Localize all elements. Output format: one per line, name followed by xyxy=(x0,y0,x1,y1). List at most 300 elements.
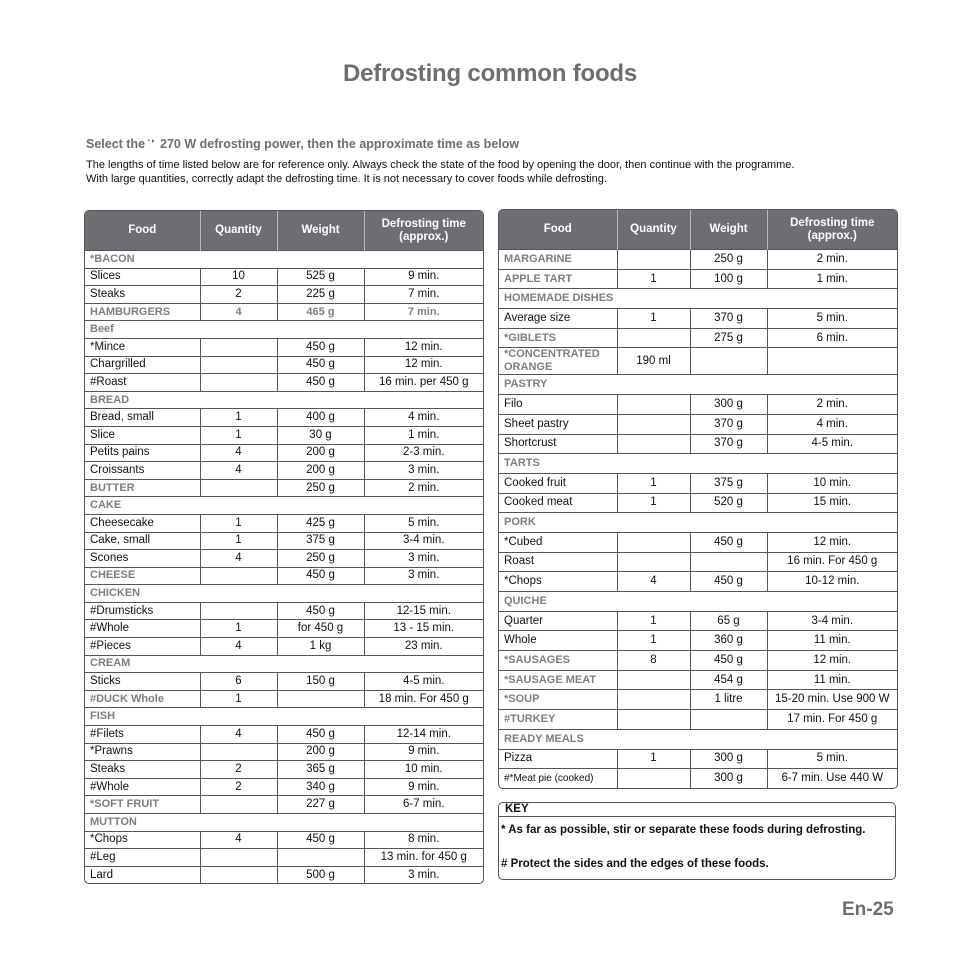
category-label: BREAD xyxy=(85,391,483,409)
weight-cell: 450 g xyxy=(690,651,767,671)
table-row xyxy=(499,611,897,631)
food-cell: Quarter xyxy=(499,611,617,631)
food-cell: APPLE TART xyxy=(499,269,617,289)
table-row xyxy=(85,866,483,883)
food-cell: *SAUSAGE MEAT xyxy=(499,670,617,690)
food-cell: Sticks xyxy=(85,673,200,691)
header-food: Food xyxy=(499,210,617,250)
weight-cell: 450 g xyxy=(277,831,364,849)
food-cell: Roast xyxy=(499,552,617,572)
food-cell: #Pieces xyxy=(85,638,200,656)
quantity-cell xyxy=(200,567,277,585)
category-label: TARTS xyxy=(499,454,897,474)
time-cell: 10 min. xyxy=(364,761,483,779)
weight-cell: 525 g xyxy=(277,268,364,286)
food-cell: Slice xyxy=(85,426,200,444)
weight-cell: 425 g xyxy=(277,514,364,532)
category-label: *BACON xyxy=(85,251,483,269)
category-label: FISH xyxy=(85,708,483,726)
time-cell: 2 min. xyxy=(364,479,483,497)
weight-cell: 340 g xyxy=(277,778,364,796)
food-cell: #Drumsticks xyxy=(85,602,200,620)
food-cell: *GIBLETS xyxy=(499,328,617,348)
quantity-cell: 4 xyxy=(200,303,277,321)
table-row xyxy=(85,831,483,849)
table-row xyxy=(85,514,483,532)
time-cell: 11 min. xyxy=(767,670,897,690)
header-defrost-time: Defrosting time (approx.) xyxy=(767,210,897,250)
table-row xyxy=(499,395,897,415)
quantity-cell xyxy=(200,374,277,392)
food-cell: *Chops xyxy=(85,831,200,849)
weight-cell: 65 g xyxy=(690,611,767,631)
food-cell: *Cubed xyxy=(499,532,617,552)
time-cell: 23 min. xyxy=(364,638,483,656)
category-label: PASTRY xyxy=(499,375,897,395)
quantity-cell: 4 xyxy=(200,462,277,480)
table-row xyxy=(85,673,483,691)
quantity-cell xyxy=(617,434,690,454)
category-label: CAKE xyxy=(85,497,483,515)
category-row xyxy=(85,655,483,673)
quantity-cell: 190 ml xyxy=(617,348,690,375)
time-cell: 12 min. xyxy=(364,338,483,356)
weight-cell xyxy=(690,552,767,572)
food-cell: Cheesecake xyxy=(85,514,200,532)
table-row xyxy=(499,434,897,454)
time-cell: 10-12 min. xyxy=(767,572,897,592)
weight-cell: 250 g xyxy=(277,479,364,497)
weight-cell: 300 g xyxy=(690,749,767,769)
table-row xyxy=(499,532,897,552)
weight-cell: 227 g xyxy=(277,796,364,814)
food-cell: Scones xyxy=(85,550,200,568)
table-row xyxy=(85,761,483,779)
quantity-cell: 4 xyxy=(200,831,277,849)
table-body-right xyxy=(499,250,897,788)
quantity-cell: 4 xyxy=(200,444,277,462)
category-label: READY MEALS xyxy=(499,729,897,749)
table-row xyxy=(85,356,483,374)
weight-cell: 370 g xyxy=(690,434,767,454)
food-cell: #*Meat pie (cooked) xyxy=(499,769,617,788)
defrost-table-left xyxy=(84,210,484,884)
instruction-suffix: 270 W defrosting power, then the approximate time as below xyxy=(156,137,520,151)
food-cell: *Mince xyxy=(85,338,200,356)
food-cell: #Whole xyxy=(85,778,200,796)
quantity-cell: 1 xyxy=(200,620,277,638)
quantity-cell: 1 xyxy=(617,473,690,493)
weight-cell: 450 g xyxy=(690,532,767,552)
table-row xyxy=(85,338,483,356)
time-cell: 11 min. xyxy=(767,631,897,651)
key-divider xyxy=(499,816,895,817)
table-row xyxy=(499,493,897,513)
weight-cell: 275 g xyxy=(690,328,767,348)
category-row xyxy=(499,289,897,309)
quantity-cell xyxy=(200,479,277,497)
quantity-cell: 1 xyxy=(200,514,277,532)
category-label: CHICKEN xyxy=(85,585,483,603)
weight-cell: 450 g xyxy=(277,374,364,392)
weight-cell: 375 g xyxy=(690,473,767,493)
category-row xyxy=(85,479,483,497)
category-row xyxy=(499,592,897,612)
category-row xyxy=(85,497,483,515)
food-cell: *SOFT FRUIT xyxy=(85,796,200,814)
category-label: CREAM xyxy=(85,655,483,673)
time-cell: 4-5 min. xyxy=(767,434,897,454)
quantity-cell: 4 xyxy=(200,550,277,568)
food-cell: MARGARINE xyxy=(499,250,617,270)
quantity-cell: 1 xyxy=(617,493,690,513)
weight-cell: 1 litre xyxy=(690,690,767,710)
quantity-cell: 1 xyxy=(200,532,277,550)
category-row xyxy=(499,651,897,671)
weight-cell: 500 g xyxy=(277,866,364,883)
time-cell: 12 min. xyxy=(364,356,483,374)
food-cell: Petits pains xyxy=(85,444,200,462)
category-label: HOMEMADE DISHES xyxy=(499,289,897,309)
food-cell: #DUCK Whole xyxy=(85,690,200,708)
quantity-cell xyxy=(617,532,690,552)
time-cell: 10 min. xyxy=(767,473,897,493)
time-cell: 16 min. per 450 g xyxy=(364,374,483,392)
time-cell: 15 min. xyxy=(767,493,897,513)
quantity-cell: 6 xyxy=(200,673,277,691)
table-row xyxy=(85,550,483,568)
quantity-cell xyxy=(617,552,690,572)
table-row xyxy=(499,769,897,788)
quantity-cell: 1 xyxy=(617,749,690,769)
food-cell: Slices xyxy=(85,268,200,286)
quantity-cell xyxy=(617,690,690,710)
weight-cell: 200 g xyxy=(277,743,364,761)
weight-cell: 100 g xyxy=(690,269,767,289)
table-row xyxy=(499,473,897,493)
key-title: KEY xyxy=(505,803,529,815)
time-cell: 12-14 min. xyxy=(364,726,483,744)
time-cell: 4 min. xyxy=(364,409,483,427)
food-cell: Filo xyxy=(499,395,617,415)
time-cell: 5 min. xyxy=(364,514,483,532)
time-cell: 9 min. xyxy=(364,268,483,286)
weight-cell: 450 g xyxy=(690,572,767,592)
food-cell: #Whole xyxy=(85,620,200,638)
time-cell: 4 min. xyxy=(767,414,897,434)
food-cell: Shortcrust xyxy=(499,434,617,454)
category-row xyxy=(499,710,897,730)
header-weight: Weight xyxy=(277,211,364,251)
weight-cell: 370 g xyxy=(690,414,767,434)
quantity-cell: 4 xyxy=(200,638,277,656)
weight-cell: 365 g xyxy=(277,761,364,779)
food-cell: #Roast xyxy=(85,374,200,392)
quantity-cell xyxy=(200,849,277,867)
intro-line-1: The lengths of time listed below are for reference only. Always check the state of the food by opening the door, then continue with the programme. xyxy=(86,159,795,171)
time-cell: 18 min. For 450 g xyxy=(364,690,483,708)
food-cell: Cooked meat xyxy=(499,493,617,513)
food-cell: Steaks xyxy=(85,761,200,779)
table-row xyxy=(499,749,897,769)
weight-cell: 450 g xyxy=(277,726,364,744)
table-row xyxy=(85,620,483,638)
time-cell: 16 min. For 450 g xyxy=(767,552,897,572)
time-cell: 2-3 min. xyxy=(364,444,483,462)
table-row xyxy=(85,638,483,656)
instruction-prefix: Select the xyxy=(86,137,146,151)
category-row xyxy=(499,328,897,348)
food-cell: Cake, small xyxy=(85,532,200,550)
quantity-cell: 1 xyxy=(200,426,277,444)
table-row xyxy=(85,268,483,286)
category-row xyxy=(85,796,483,814)
instruction-heading xyxy=(86,137,519,151)
table-row xyxy=(85,602,483,620)
time-cell: 5 min. xyxy=(767,309,897,329)
table-row xyxy=(85,444,483,462)
quantity-cell: 1 xyxy=(200,690,277,708)
time-cell: 6-7 min. xyxy=(364,796,483,814)
weight-cell: 520 g xyxy=(690,493,767,513)
table-body-left xyxy=(85,251,483,884)
weight-cell: 250 g xyxy=(690,250,767,270)
table-row xyxy=(85,374,483,392)
weight-cell: 400 g xyxy=(277,409,364,427)
category-label: Beef xyxy=(85,321,483,339)
time-cell: 3 min. xyxy=(364,866,483,883)
quantity-cell xyxy=(200,338,277,356)
key-protect-note: # Protect the sides and the edges of these foods. xyxy=(501,858,769,870)
time-cell: 1 min. xyxy=(767,269,897,289)
table-row xyxy=(85,726,483,744)
category-row xyxy=(499,513,897,533)
weight-cell xyxy=(277,690,364,708)
food-cell: *Chops xyxy=(499,572,617,592)
quantity-cell xyxy=(617,250,690,270)
time-cell: 13 min. for 450 g xyxy=(364,849,483,867)
food-cell: Cooked fruit xyxy=(499,473,617,493)
category-label: PORK xyxy=(499,513,897,533)
header-food: Food xyxy=(85,211,200,251)
weight-cell: 150 g xyxy=(277,673,364,691)
weight-cell: 250 g xyxy=(277,550,364,568)
time-cell: 6 min. xyxy=(767,328,897,348)
quantity-cell xyxy=(200,356,277,374)
table-row xyxy=(85,426,483,444)
category-row xyxy=(499,454,897,474)
weight-cell: 450 g xyxy=(277,567,364,585)
defrost-table-right xyxy=(498,209,898,789)
table-row xyxy=(85,532,483,550)
food-cell: Whole xyxy=(499,631,617,651)
header-weight: Weight xyxy=(690,210,767,250)
quantity-cell xyxy=(200,602,277,620)
time-cell: 2 min. xyxy=(767,395,897,415)
food-cell: Average size xyxy=(499,309,617,329)
table-row xyxy=(499,552,897,572)
time-cell: 3-4 min. xyxy=(364,532,483,550)
category-row xyxy=(499,348,897,375)
weight-cell: 300 g xyxy=(690,395,767,415)
header-quantity: Quantity xyxy=(200,211,277,251)
category-row xyxy=(85,391,483,409)
table-row xyxy=(85,286,483,304)
quantity-cell: 1 xyxy=(617,269,690,289)
table-row xyxy=(499,414,897,434)
table-row xyxy=(85,462,483,480)
time-cell: 12-15 min. xyxy=(364,602,483,620)
key-box xyxy=(498,802,896,880)
food-cell: Chargrilled xyxy=(85,356,200,374)
table-row xyxy=(85,778,483,796)
page-number: En-25 xyxy=(842,899,894,920)
weight-cell: 30 g xyxy=(277,426,364,444)
weight-cell: 360 g xyxy=(690,631,767,651)
quantity-cell xyxy=(617,769,690,788)
time-cell: 6-7 min. Use 440 W xyxy=(767,769,897,788)
time-cell: 9 min. xyxy=(364,743,483,761)
category-row xyxy=(85,585,483,603)
time-cell: 17 min. For 450 g xyxy=(767,710,897,730)
weight-cell: 1 kg xyxy=(277,638,364,656)
time-cell: 8 min. xyxy=(364,831,483,849)
weight-cell xyxy=(690,710,767,730)
category-row xyxy=(85,690,483,708)
table-row xyxy=(499,309,897,329)
time-cell: 12 min. xyxy=(767,532,897,552)
weight-cell: 450 g xyxy=(277,338,364,356)
food-cell: #Leg xyxy=(85,849,200,867)
category-row xyxy=(85,814,483,832)
time-cell: 1 min. xyxy=(364,426,483,444)
category-row xyxy=(499,250,897,270)
quantity-cell xyxy=(617,328,690,348)
time-cell: 3 min. xyxy=(364,567,483,585)
time-cell: 7 min. xyxy=(364,303,483,321)
quantity-cell: 1 xyxy=(617,611,690,631)
weight-cell: 300 g xyxy=(690,769,767,788)
header-quantity: Quantity xyxy=(617,210,690,250)
quantity-cell: 1 xyxy=(200,409,277,427)
weight-cell: 450 g xyxy=(277,602,364,620)
food-cell: *CONCENTRATED ORANGE xyxy=(499,348,617,375)
category-label: QUICHE xyxy=(499,592,897,612)
time-cell: 4-5 min. xyxy=(364,673,483,691)
quantity-cell: 4 xyxy=(617,572,690,592)
quantity-cell: 10 xyxy=(200,268,277,286)
quantity-cell xyxy=(200,743,277,761)
category-label: MUTTON xyxy=(85,814,483,832)
table-row xyxy=(85,409,483,427)
time-cell: 12 min. xyxy=(767,651,897,671)
time-cell: 3 min. xyxy=(364,550,483,568)
key-stir-note: * As far as possible, stir or separate these foods during defrosting. xyxy=(501,824,866,836)
category-row xyxy=(499,375,897,395)
table-row xyxy=(499,631,897,651)
food-cell: Croissants xyxy=(85,462,200,480)
weight-cell: 375 g xyxy=(277,532,364,550)
category-row xyxy=(499,729,897,749)
weight-cell: 370 g xyxy=(690,309,767,329)
category-row xyxy=(499,269,897,289)
table-row xyxy=(85,743,483,761)
intro-line-2: With large quantities, correctly adapt the defrosting time. It is not necessary to cover foods while defrosting. xyxy=(86,172,607,185)
food-cell: CHEESE xyxy=(85,567,200,585)
category-row xyxy=(499,670,897,690)
weight-cell: 200 g xyxy=(277,444,364,462)
food-cell: #TURKEY xyxy=(499,710,617,730)
weight-cell xyxy=(277,849,364,867)
time-cell: 3-4 min. xyxy=(767,611,897,631)
table-header-row xyxy=(499,210,897,250)
time-cell xyxy=(767,348,897,375)
quantity-cell: 4 xyxy=(200,726,277,744)
category-row xyxy=(85,303,483,321)
quantity-cell xyxy=(200,796,277,814)
food-cell: Pizza xyxy=(499,749,617,769)
quantity-cell: 1 xyxy=(617,309,690,329)
quantity-cell: 2 xyxy=(200,761,277,779)
weight-cell: 225 g xyxy=(277,286,364,304)
quantity-cell xyxy=(617,670,690,690)
category-row xyxy=(85,321,483,339)
food-cell: *SAUSAGES xyxy=(499,651,617,671)
quantity-cell xyxy=(617,395,690,415)
header-defrost-time: Defrosting time (approx.) xyxy=(364,211,483,251)
weight-cell: 454 g xyxy=(690,670,767,690)
table-header-row xyxy=(85,211,483,251)
weight-cell xyxy=(690,348,767,375)
food-cell: Steaks xyxy=(85,286,200,304)
quantity-cell: 8 xyxy=(617,651,690,671)
food-cell: Sheet pastry xyxy=(499,414,617,434)
food-cell: Bread, small xyxy=(85,409,200,427)
time-cell: 3 min. xyxy=(364,462,483,480)
quantity-cell xyxy=(617,414,690,434)
intro-text xyxy=(86,159,906,186)
weight-cell: 450 g xyxy=(277,356,364,374)
time-cell: 9 min. xyxy=(364,778,483,796)
microwave-power-icon: ◔◑ xyxy=(146,138,155,145)
time-cell: 2 min. xyxy=(767,250,897,270)
food-cell: #Filets xyxy=(85,726,200,744)
category-row xyxy=(85,708,483,726)
weight-cell: 465 g xyxy=(277,303,364,321)
quantity-cell: 2 xyxy=(200,286,277,304)
time-cell: 7 min. xyxy=(364,286,483,304)
category-row xyxy=(85,251,483,269)
food-cell: BUTTER xyxy=(85,479,200,497)
food-cell: *Prawns xyxy=(85,743,200,761)
quantity-cell: 2 xyxy=(200,778,277,796)
weight-cell: for 450 g xyxy=(277,620,364,638)
food-cell: *SOUP xyxy=(499,690,617,710)
category-row xyxy=(85,567,483,585)
quantity-cell: 1 xyxy=(617,631,690,651)
time-cell: 15-20 min. Use 900 W xyxy=(767,690,897,710)
quantity-cell xyxy=(200,866,277,883)
page-title: Defrosting common foods xyxy=(342,60,638,87)
time-cell: 13 - 15 min. xyxy=(364,620,483,638)
weight-cell: 200 g xyxy=(277,462,364,480)
category-row xyxy=(499,690,897,710)
table-row xyxy=(85,849,483,867)
food-cell: HAMBURGERS xyxy=(85,303,200,321)
food-cell: Lard xyxy=(85,866,200,883)
quantity-cell xyxy=(617,710,690,730)
time-cell: 5 min. xyxy=(767,749,897,769)
